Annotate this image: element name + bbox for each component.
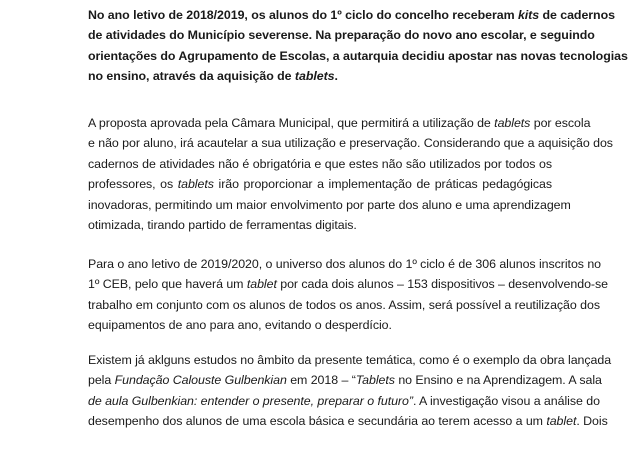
italic-text-run: tablets [294, 69, 335, 84]
text-run: no ensino, através da aquisição de [88, 69, 295, 84]
text-line [88, 391, 600, 411]
text-run: trabalho em conjunto com os alunos de todos os anos. Assim, será possível a reutilização dos [88, 297, 600, 312]
italic-text-run: Tablets [355, 373, 395, 388]
text-line [88, 174, 552, 194]
italic-text-run: tablet [246, 277, 277, 292]
italic-text-run: tablets [177, 177, 214, 192]
italic-text-run: tablet [546, 414, 577, 429]
text-run: e não por aluno, irá acautelar a sua utilização e preservação. Considerando que a aquisição dos [88, 136, 613, 151]
text-run: de atividades do Município severense. Na preparação do novo ano escolar, e seguindo [88, 28, 595, 43]
text-run: de cadernos [539, 8, 615, 22]
text-run: irão proporcionar a implementação de práticas pedagógicas [213, 177, 552, 192]
text-run: professores, os [88, 177, 178, 192]
text-line [88, 315, 552, 335]
text-run: Para o ano letivo de 2019/2020, o universo dos alunos do 1º ciclo é de 306 alunos inscritos no [88, 257, 602, 271]
text-run: . [334, 69, 338, 84]
text-run: por cada dois alunos – 153 dispositivos – desenvolvendo-se [276, 277, 608, 292]
text-line [88, 274, 608, 294]
text-line [88, 295, 600, 315]
text-line [88, 195, 571, 215]
text-run: No ano letivo de 2018/2019, os alunos do 1º ciclo do concelho receberam [88, 8, 518, 22]
text-run: . Dois [576, 414, 608, 429]
text-line [88, 411, 608, 431]
italic-text-run: kits [517, 8, 540, 22]
paragraph-intro [88, 5, 628, 87]
italic-text-run: tablets [494, 116, 531, 130]
text-run: inovadoras, permitindo um maior envolvimento por parte dos aluno e uma aprendizagem [88, 197, 571, 212]
paragraph-proposal [88, 113, 613, 235]
text-line [88, 5, 615, 25]
text-line [88, 350, 612, 370]
italic-text-run: Fundação Calouste Gulbenkian [114, 373, 287, 388]
text-line [88, 133, 613, 153]
text-run: desempenho dos alunos de uma escola básica e secundária ao terem acesso a um [88, 414, 547, 429]
text-line [88, 25, 595, 45]
text-line [88, 254, 602, 274]
text-run: cadernos de atividades não é obrigatória e que estes não são utilizados por todos os [88, 156, 552, 171]
text-run: equipamentos de ano para ano, evitando o desperdício. [88, 318, 392, 333]
text-run: pela [88, 373, 115, 388]
text-line [88, 370, 602, 390]
text-line [88, 215, 552, 235]
text-run: 1º CEB, pelo que haverá um [88, 277, 247, 292]
text-run: no Ensino e na Aprendizagem. A sala [394, 373, 602, 388]
paragraph-studies [88, 350, 612, 432]
italic-text-run: de aula Gulbenkian: entender o presente, preparar o futuro” [88, 393, 413, 408]
text-run: otimizada, tirando partido de ferramentas digitais. [88, 218, 357, 233]
text-line [88, 154, 552, 174]
text-run: . A investigação visou a análise do [412, 393, 600, 408]
text-line [88, 113, 591, 133]
text-line [88, 66, 552, 86]
paragraph-school-year [88, 254, 608, 336]
text-line [88, 46, 628, 66]
text-run: A proposta aprovada pela Câmara Municipal, que permitirá a utilização de [88, 116, 495, 130]
text-run: por escola [530, 116, 591, 130]
text-run: em 2018 – “ [286, 373, 356, 388]
text-run: Existem já aklguns estudos no âmbito da presente temática, como é o exemplo da obra lançada [88, 353, 612, 367]
text-run: orientações do Agrupamento de Escolas, a autarquia decidiu apostar nas novas tecnologias [88, 48, 628, 63]
